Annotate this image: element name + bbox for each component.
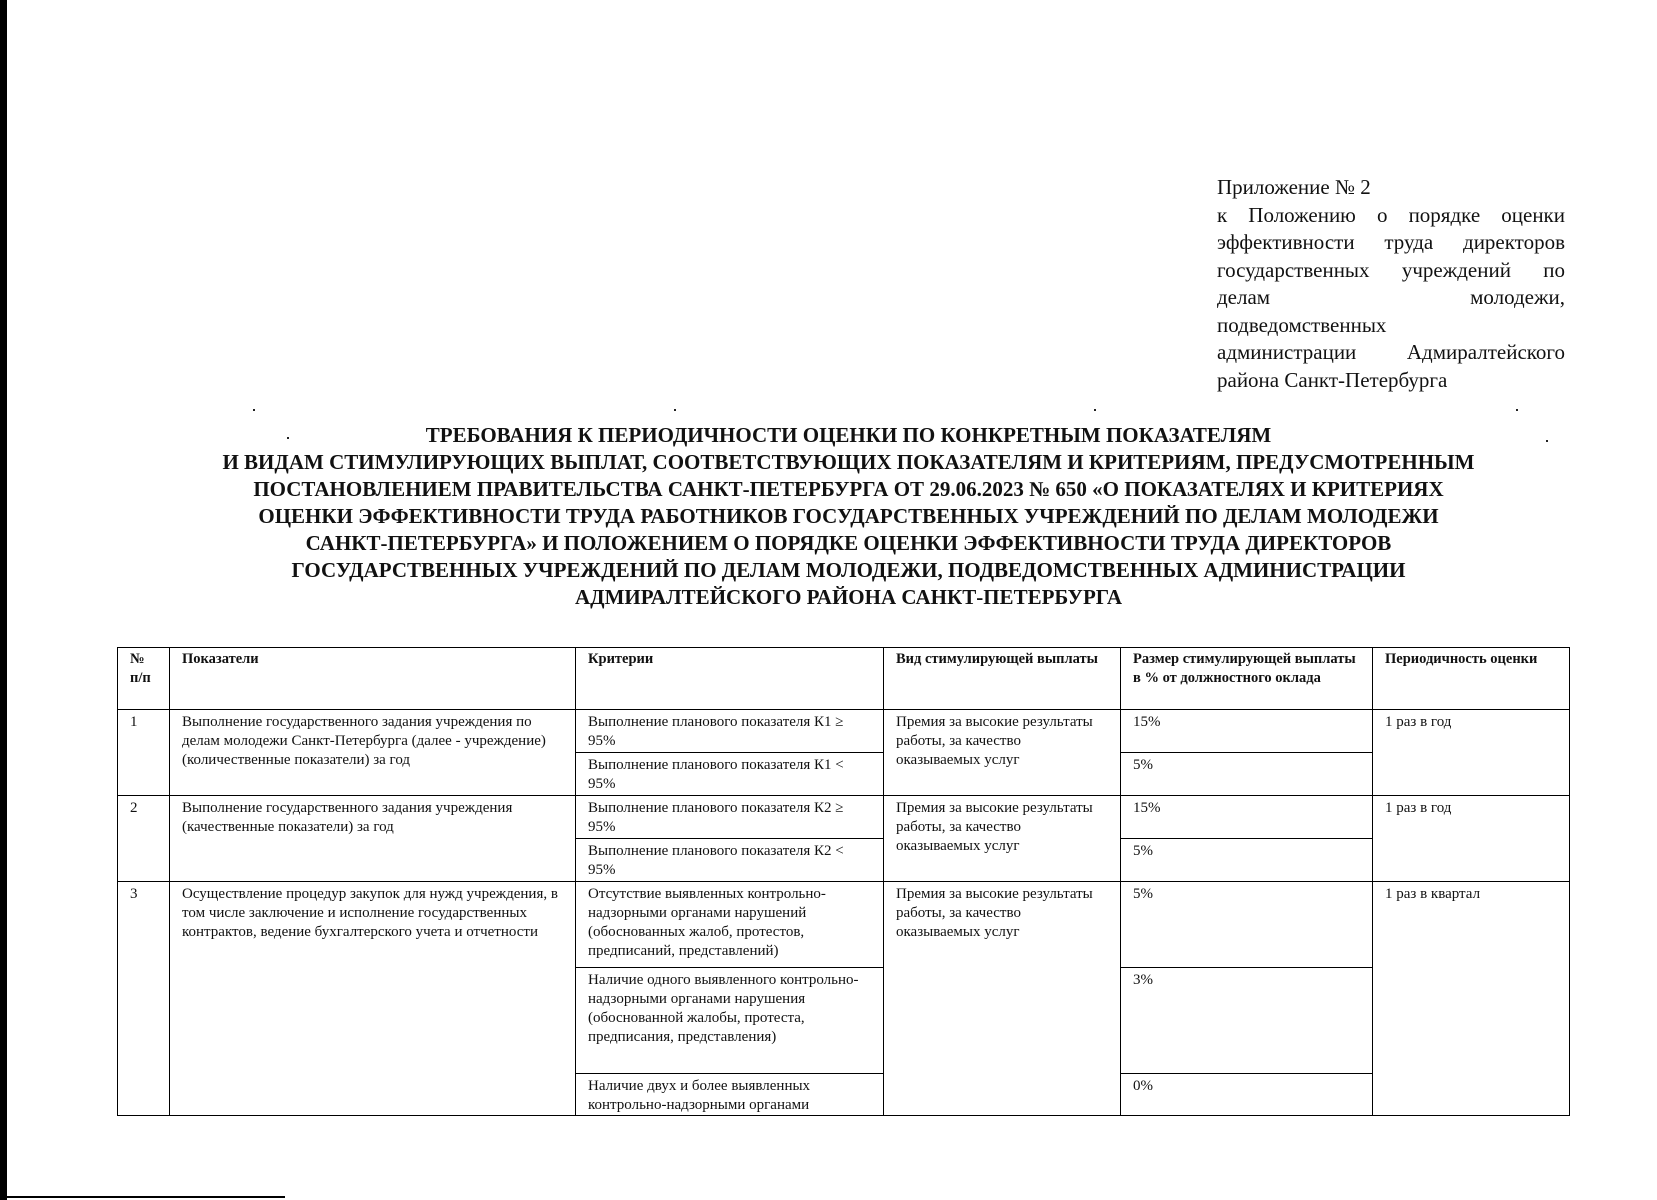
scan-speck [253, 409, 255, 411]
table-row [118, 710, 1570, 753]
document-title [130, 422, 1567, 611]
header-indicators: Показатели [170, 648, 576, 710]
criterion-text: Наличие двух и более выявленных контрольно-надзорными органами [588, 1078, 811, 1113]
scan-speck [674, 409, 676, 411]
criterion-cell: Наличие одного выявленного контрольно-надзорными органами нарушения (обоснованной жалобы, протеста, предписания, представления) [576, 968, 884, 1074]
payment-type-cell: Премия за высокие результаты работы, за качество оказываемых услуг [884, 882, 1121, 1116]
title-line: И ВИДАМ СТИМУЛИРУЮЩИХ ВЫПЛАТ, СООТВЕТСТВУЮЩИХ ПОКАЗАТЕЛЯМ И КРИТЕРИЯМ, ПРЕДУСМОТРЕННЫМ [222, 450, 1475, 474]
title-line: ПОСТАНОВЛЕНИЕМ ПРАВИТЕЛЬСТВА САНКТ-ПЕТЕРБУРГА ОТ 29.06.2023 № 650 «О ПОКАЗАТЕЛЯХ И КРИТЕРИЯХ [253, 477, 1444, 501]
appendix-line: подведомственных [1217, 312, 1387, 337]
header-payment-type: Вид стимулирующей выплаты [884, 648, 1121, 710]
row-number: 1 [118, 710, 170, 796]
appendix-line: государственных учреждений по [1217, 257, 1565, 282]
header-periodicity: Периодичность оценки [1373, 648, 1570, 710]
payment-size-cell: 5% [1121, 839, 1373, 882]
criterion-cell: Выполнение планового показателя К2 < 95% [576, 839, 884, 882]
criterion-cell: Выполнение планового показателя К1 ≥ 95% [576, 710, 884, 753]
title-line: ТРЕБОВАНИЯ К ПЕРИОДИЧНОСТИ ОЦЕНКИ ПО КОНКРЕТНЫМ ПОКАЗАТЕЛЯМ [425, 423, 1272, 447]
payment-size-cell: 15% [1121, 710, 1373, 753]
header-payment-size: Размер стимулирующей выплаты в % от должностного оклада [1121, 648, 1373, 710]
appendix-line: Приложение № 2 [1217, 175, 1371, 199]
criterion-cell: Выполнение планового показателя К1 < 95% [576, 753, 884, 796]
appendix-line: к Положению о порядке оценки [1217, 202, 1565, 227]
indicator-cell: Выполнение государственного задания учреждения (качественные показатели) за год [170, 796, 576, 882]
payment-size-cell: 3% [1121, 968, 1373, 1074]
criterion-cell: Выполнение планового показателя К2 ≥ 95% [576, 796, 884, 839]
periodicity-cell: 1 раз в год [1373, 796, 1570, 882]
header-criteria: Критерии [576, 648, 884, 710]
title-line: ОЦЕНКИ ЭФФЕКТИВНОСТИ ТРУДА РАБОТНИКОВ ГОСУДАРСТВЕННЫХ УЧРЕЖДЕНИЙ ПО ДЕЛАМ МОЛОДЕЖИ [258, 504, 1439, 528]
payment-size-cell: 5% [1121, 753, 1373, 796]
payment-type-cell: Премия за высокие результаты работы, за качество оказываемых услуг [884, 710, 1121, 796]
criterion-cell [576, 1074, 884, 1116]
payment-type-cell: Премия за высокие результаты работы, за качество оказываемых услуг [884, 796, 1121, 882]
payment-size-cell: 0% [1121, 1074, 1373, 1116]
appendix-line: района Санкт-Петербурга [1217, 367, 1448, 392]
title-line: АДМИРАЛТЕЙСКОГО РАЙОНА САНКТ-ПЕТЕРБУРГА [574, 585, 1123, 609]
appendix-line: делам молодежи, [1217, 285, 1565, 309]
appendix-line: администрации Адмиралтейского [1217, 340, 1565, 364]
periodicity-cell: 1 раз в квартал [1373, 882, 1570, 1116]
scan-edge-bar [0, 0, 7, 1200]
title-line: ГОСУДАРСТВЕННЫХ УЧРЕЖДЕНИЙ ПО ДЕЛАМ МОЛОДЕЖИ, ПОДВЕДОМСТВЕННЫХ АДМИНИСТРАЦИИ [291, 558, 1406, 582]
appendix-line: эффективности труда директоров [1217, 230, 1565, 254]
table-row [118, 796, 1570, 839]
row-number: 2 [118, 796, 170, 882]
table-header-row [118, 648, 1570, 710]
title-line: САНКТ-ПЕТЕРБУРГА» И ПОЛОЖЕНИЕМ О ПОРЯДКЕ ОЦЕНКИ ЭФФЕКТИВНОСТИ ТРУДА ДИРЕКТОРОВ [305, 531, 1392, 555]
table-row [118, 882, 1570, 968]
indicator-cell: Выполнение государственного задания учреждения по делам молодежи Санкт-Петербурга (далее - учреждение) (количественные показатели) за год [170, 710, 576, 796]
row-number: 3 [118, 882, 170, 1116]
scan-speck [1516, 409, 1518, 411]
header-number: № п/п [118, 648, 170, 710]
scan-speck [1094, 409, 1096, 411]
requirements-table [117, 647, 1570, 1116]
indicator-cell: Осуществление процедур закупок для нужд учреждения, в том числе заключение и исполнение государственных контрактов, ведение бухгалтерского учета и отчетности [170, 882, 576, 1116]
payment-size-cell: 15% [1121, 796, 1373, 839]
bottom-rule [0, 1196, 285, 1198]
appendix-note [1217, 174, 1565, 394]
criterion-cell: Отсутствие выявленных контрольно-надзорными органами нарушений (обоснованных жалоб, протестов, предписаний, представлений) [576, 882, 884, 968]
periodicity-cell: 1 раз в год [1373, 710, 1570, 796]
payment-size-cell: 5% [1121, 882, 1373, 968]
